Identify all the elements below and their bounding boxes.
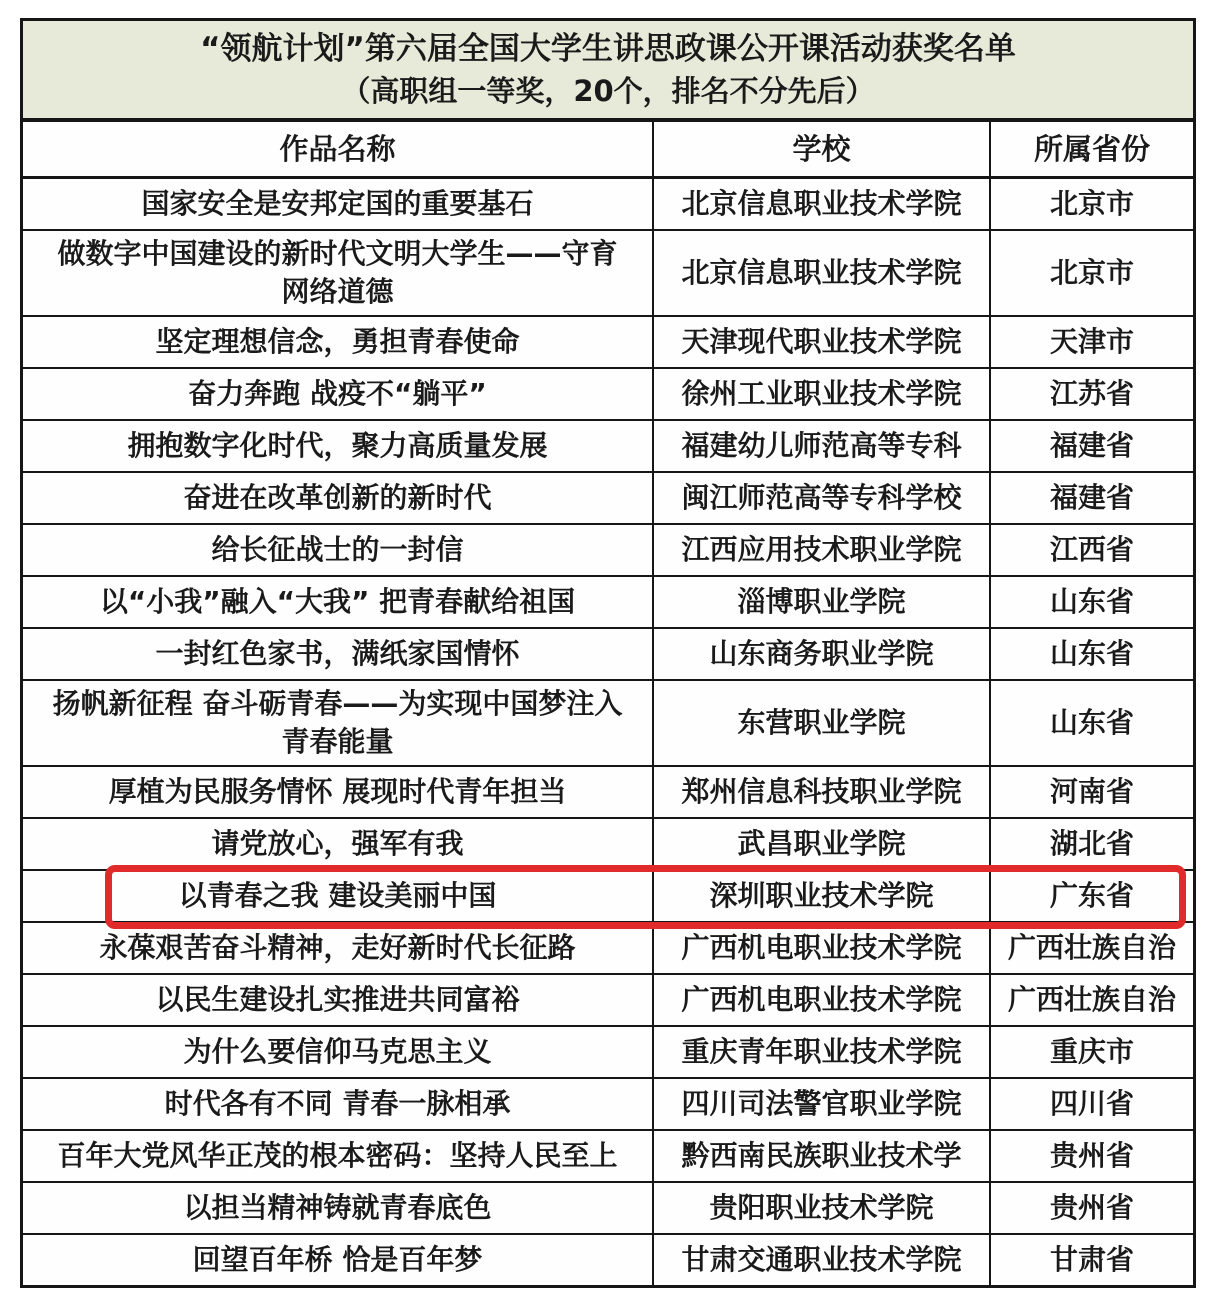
school-cell: 淄博职业学院 — [652, 577, 989, 627]
table-row — [23, 679, 1193, 765]
table-body — [23, 179, 1193, 1285]
school-cell: 东营职业学院 — [652, 681, 989, 765]
province-cell: 甘肃省 — [989, 1235, 1193, 1285]
province-cell: 江苏省 — [989, 369, 1193, 419]
work-name-cell: 坚定理想信念，勇担青春使命 — [155, 325, 520, 358]
work-name-cell: 百年大党风华正茂的根本密码：坚持人民至上 — [57, 1139, 618, 1172]
province-cell: 北京市 — [989, 179, 1193, 229]
table-row — [23, 817, 1193, 869]
province-cell: 江西省 — [989, 525, 1193, 575]
school-cell: 广西机电职业技术学院 — [652, 923, 989, 973]
province-cell: 福建省 — [989, 421, 1193, 471]
table-row — [23, 471, 1193, 523]
school-cell: 闽江师范高等专科学校 — [652, 473, 989, 523]
province-cell: 北京市 — [989, 231, 1193, 315]
school-cell: 郑州信息科技职业学院 — [652, 767, 989, 817]
school-cell: 北京信息职业技术学院 — [652, 231, 989, 315]
table-row — [23, 179, 1193, 229]
province-cell: 广西壮族自治 — [989, 975, 1193, 1025]
province-cell: 山东省 — [989, 629, 1193, 679]
province-cell: 天津市 — [989, 317, 1193, 367]
school-cell: 黔西南民族职业技术学 — [652, 1131, 989, 1181]
table-row — [23, 765, 1193, 817]
table-row — [23, 315, 1193, 367]
work-name-cell: 时代各有不同 青春一脉相承 — [164, 1087, 511, 1120]
table-row — [23, 627, 1193, 679]
table-title: “领航计划”第六届全国大学生讲思政课公开课活动获奖名单 — [200, 30, 1016, 67]
school-cell: 深圳职业技术学院 — [652, 871, 989, 921]
work-name-cell: 回望百年桥 恰是百年梦 — [192, 1243, 483, 1276]
table-row — [23, 1233, 1193, 1285]
school-cell: 山东商务职业学院 — [652, 629, 989, 679]
school-cell: 甘肃交通职业技术学院 — [652, 1235, 989, 1285]
province-cell: 山东省 — [989, 577, 1193, 627]
work-name-cell: 一封红色家书，满纸家国情怀 — [155, 637, 520, 670]
province-cell: 贵州省 — [989, 1183, 1193, 1233]
work-name-cell: 永葆艰苦奋斗精神，走好新时代长征路 — [99, 931, 576, 964]
table-row — [23, 973, 1193, 1025]
work-name-cell: 为什么要信仰马克思主义 — [183, 1035, 492, 1068]
table-row — [23, 523, 1193, 575]
table-row — [23, 869, 1193, 921]
work-name-cell: 奋力奔跑 战疫不“躺平” — [188, 377, 487, 410]
work-name-cell: 以担当精神铸就青春底色 — [183, 1191, 492, 1224]
header-school: 学校 — [652, 122, 989, 176]
province-cell: 湖北省 — [989, 819, 1193, 869]
table-header-row — [23, 122, 1193, 179]
province-cell: 福建省 — [989, 473, 1193, 523]
school-cell: 广西机电职业技术学院 — [652, 975, 989, 1025]
table-row — [23, 229, 1193, 315]
province-cell: 四川省 — [989, 1079, 1193, 1129]
school-cell: 武昌职业学院 — [652, 819, 989, 869]
province-cell: 山东省 — [989, 681, 1193, 765]
province-cell: 广西壮族自治 — [989, 923, 1193, 973]
school-cell: 北京信息职业技术学院 — [652, 179, 989, 229]
work-name-cell: 做数字中国建设的新时代文明大学生——守育网络道德 — [57, 237, 618, 308]
table-row — [23, 367, 1193, 419]
table-row — [23, 1025, 1193, 1077]
work-name-cell: 厚植为民服务情怀 展现时代青年担当 — [108, 775, 567, 808]
award-table — [20, 18, 1196, 1288]
province-cell: 广东省 — [989, 871, 1193, 921]
table-row — [23, 1077, 1193, 1129]
school-cell: 江西应用技术职业学院 — [652, 525, 989, 575]
province-cell: 河南省 — [989, 767, 1193, 817]
header-work-name: 作品名称 — [279, 132, 396, 166]
work-name-cell: 给长征战士的一封信 — [211, 533, 464, 566]
work-name-cell: 国家安全是安邦定国的重要基石 — [141, 187, 534, 220]
province-cell: 重庆市 — [989, 1027, 1193, 1077]
school-cell: 贵阳职业技术学院 — [652, 1183, 989, 1233]
school-cell: 四川司法警官职业学院 — [652, 1079, 989, 1129]
table-row — [23, 1129, 1193, 1181]
province-cell: 贵州省 — [989, 1131, 1193, 1181]
work-name-cell: 以“小我”融入“大我” 把青春献给祖国 — [99, 585, 576, 618]
school-cell: 徐州工业职业技术学院 — [652, 369, 989, 419]
table-subtitle: （高职组一等奖，20个，排名不分先后） — [341, 74, 875, 109]
table-row — [23, 1181, 1193, 1233]
school-cell: 重庆青年职业技术学院 — [652, 1027, 989, 1077]
table-row — [23, 921, 1193, 973]
header-province: 所属省份 — [989, 122, 1193, 176]
school-cell: 福建幼儿师范高等专科 — [652, 421, 989, 471]
work-name-cell: 以青春之我 建设美丽中国 — [178, 879, 497, 912]
table-title-block — [23, 21, 1193, 122]
work-name-cell: 奋进在改革创新的新时代 — [183, 481, 492, 514]
work-name-cell: 扬帆新征程 奋斗砺青春——为实现中国梦注入青春能量 — [52, 687, 623, 758]
school-cell: 天津现代职业技术学院 — [652, 317, 989, 367]
work-name-cell: 以民生建设扎实推进共同富裕 — [155, 983, 520, 1016]
table-row — [23, 575, 1193, 627]
table-row — [23, 419, 1193, 471]
work-name-cell: 请党放心，强军有我 — [211, 827, 464, 860]
work-name-cell: 拥抱数字化时代，聚力高质量发展 — [127, 429, 548, 462]
